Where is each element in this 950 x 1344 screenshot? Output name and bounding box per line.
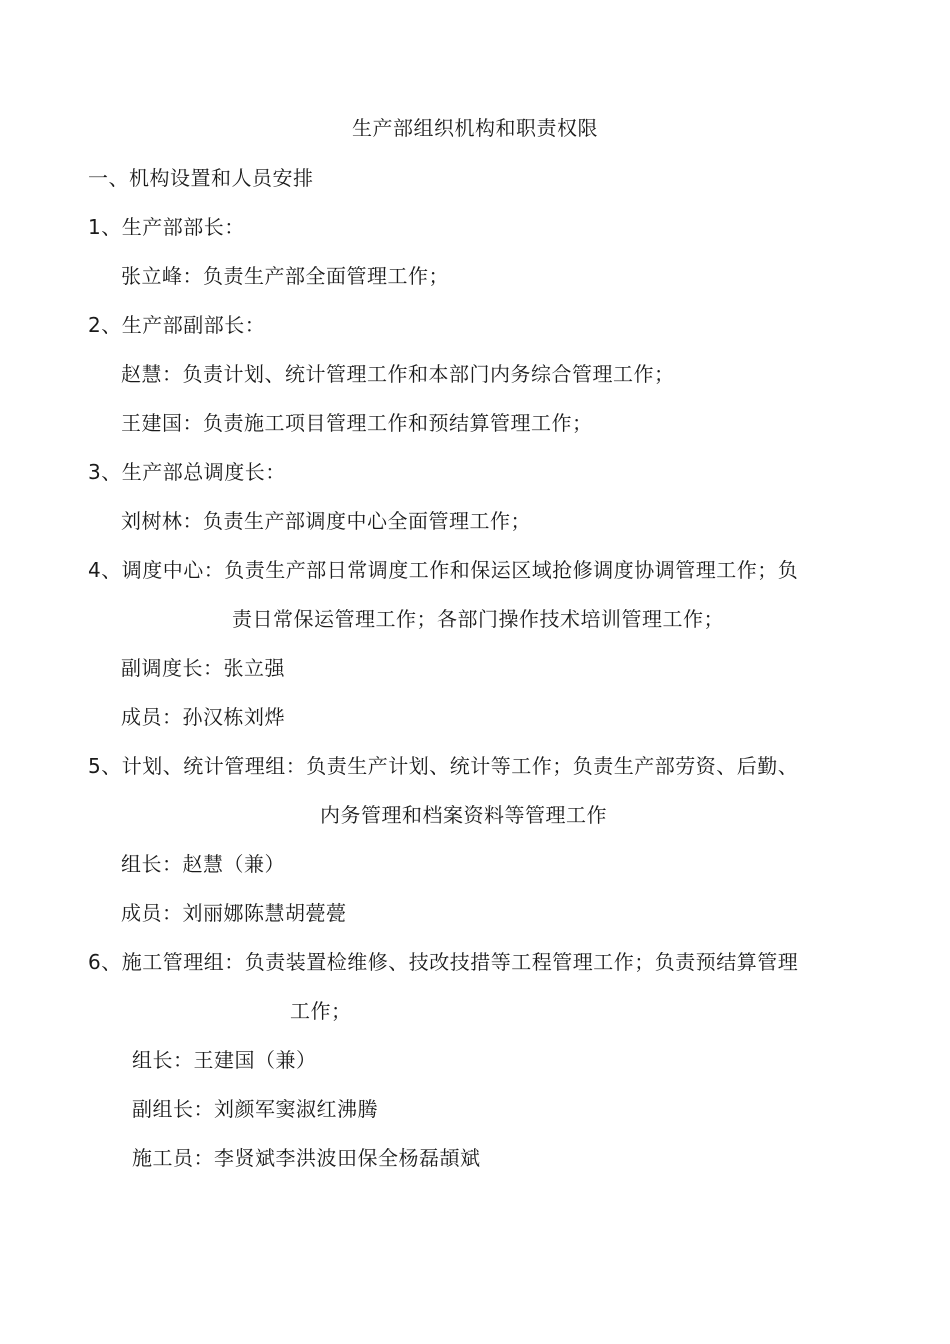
item2-line1: 赵慧：负责计划、统计管理工作和本部门内务综合管理工作；: [121, 362, 675, 386]
item4-continuation: 责日常保运管理工作；各部门操作技术培训管理工作；: [232, 607, 724, 631]
item5-line2: 成员：刘丽娜陈慧胡甍甍: [121, 901, 347, 925]
item6-continuation: 工作；: [290, 999, 352, 1023]
item4-line2: 成员：孙汉栋刘烨: [121, 705, 285, 729]
item5-continuation: 内务管理和档案资料等管理工作: [320, 803, 607, 827]
item5-heading: 5、计划、统计管理组：负责生产计划、统计等工作；负责生产部劳资、后勤、: [88, 754, 799, 778]
item5-line1: 组长：赵慧（兼）: [121, 852, 285, 876]
section-heading: 一、机构设置和人员安排: [88, 166, 314, 190]
item1-heading: 1、生产部部长：: [88, 215, 245, 239]
item4-heading: 4、调度中心：负责生产部日常调度工作和保运区域抢修调度协调管理工作；负: [88, 558, 799, 582]
item3-heading: 3、生产部总调度长：: [88, 460, 286, 484]
item6-line3: 施工员：李贤斌李洪波田保全杨磊頡斌: [132, 1146, 481, 1170]
item6-heading: 6、施工管理组：负责装置检维修、技改技措等工程管理工作；负责预结算管理: [88, 950, 799, 974]
item2-line2: 王建国：负责施工项目管理工作和预结算管理工作；: [121, 411, 593, 435]
item6-line1: 组长：王建国（兼）: [132, 1048, 317, 1072]
document-title: 生产部组织机构和职责权限: [352, 116, 598, 140]
item1-line1: 张立峰：负责生产部全面管理工作；: [121, 264, 449, 288]
item6-line2: 副组长：刘颜军窦淑红沸腾: [132, 1097, 378, 1121]
item3-line1: 刘树林：负责生产部调度中心全面管理工作；: [121, 509, 531, 533]
item2-heading: 2、生产部副部长：: [88, 313, 266, 337]
item4-line1: 副调度长：张立强: [121, 656, 285, 680]
